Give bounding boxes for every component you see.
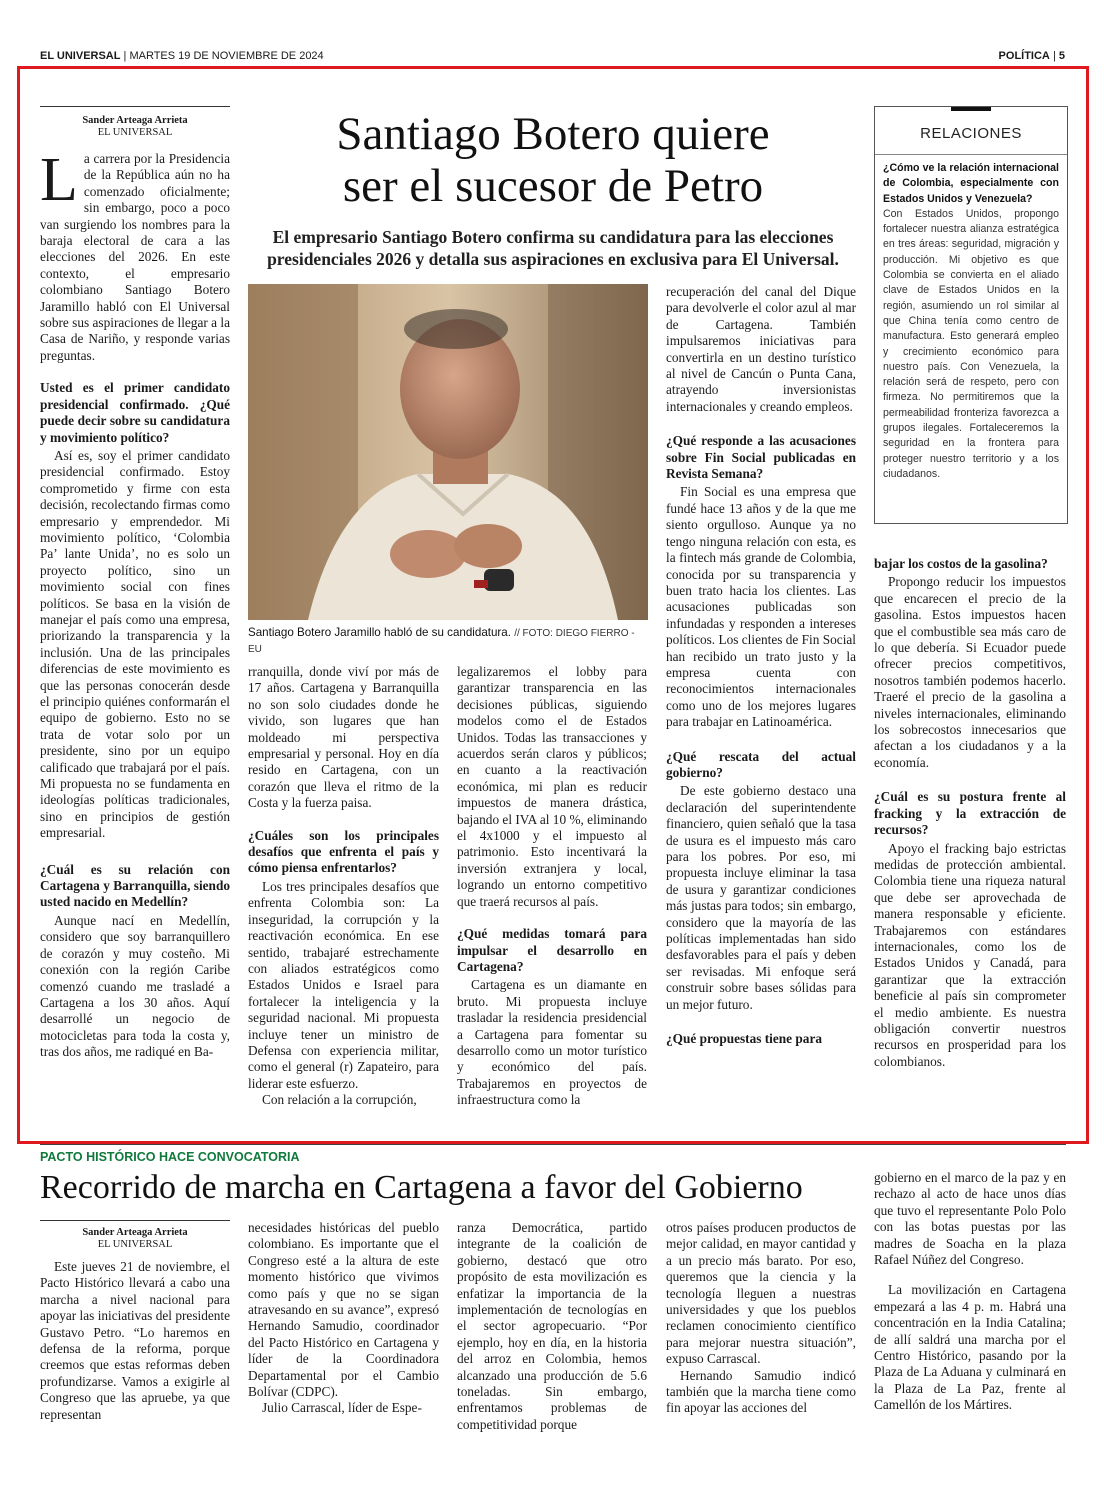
article2-text-5b: La movilización en Cartagena empezará a las 4 p. m. Habrá una concentración en la India Catalina; de allí saldrá una marcha por el Centro Histórico, pasando por la Plaza de La Aduana y culminará en la Plaza de La Paz, frente al Camellón de los Mártires.: [874, 1282, 1066, 1413]
answer-2b: rranquilla, donde viví por más de 17 años. Cartagena y Barranquilla no son solo ciudades donde he vivido, son lugares que han moldeado mi perspectiva empresarial y personal. Hoy en día resido en Cartagena, con un corazón que lleva el ritmo de la Costa y la fuerza paisa.: [248, 664, 439, 811]
answer-4a: Cartagena es un diamante en bruto. Mi propuesta incluye trasladar la residencia presidencial a Cartagena para fomentar su desarrollo como un motor turístico y económico del país. Trabajaremos en proyectos de infraestructura como la: [457, 977, 647, 1108]
article2-text-4b: Hernando Samudio indicó también que la marcha tiene como fin apoyar las acciones del: [666, 1367, 856, 1416]
article2-byline-org: EL UNIVERSAL: [97, 1239, 173, 1250]
article-column-2: [248, 664, 439, 1120]
section-name: POLÍTICA: [998, 50, 1050, 62]
page-header: EL UNIVERSAL | MARTES 19 DE NOVIEMBRE DE 2024 POLÍTICA | 5: [40, 50, 1065, 62]
article2-column-3: [457, 1220, 647, 1432]
article2-byline-name: Sander Arteaga Arrieta: [82, 1227, 188, 1238]
sidebar-title: RELACIONES: [920, 125, 1022, 142]
photo-caption: [248, 626, 648, 657]
byline-name: Sander Arteaga Arrieta: [82, 115, 188, 126]
question-2: ¿Cuál es su relación con Cartagena y Barranquilla, siendo usted nacido en Medellín?: [40, 861, 230, 910]
article-column-3: [457, 664, 647, 1120]
answer-3c: legalizaremos el lobby para garantizar transparencia en las decisiones públicas, siguiendo modelos como el de Estados Unidos. Todas las transacciones y acuerdos serán claros y públicos; en cuanto a la reactivación económica, mi plan es reducir impuestos de manera drástica, bajando el IVA al 10 %, eliminando el 4x1000 y el impuesto al patrimonio. Esto incentivará la inversión extranjera y local, logrando un entorno competitivo que traerá recursos al país.: [457, 664, 647, 909]
article2-text-1: Este jueves 21 de noviembre, el Pacto Histórico llevará a cabo una marcha a nivel nacional para apoyar las iniciativas del presidente Gustavo Petro. “Lo haremos en defensa de la reforma, porque creemos que estas reformas deben profundizarse. Vamos a exigirle al Congreso que las apruebe, ya que representan: [40, 1259, 230, 1422]
question-5: ¿Qué responde a las acusaciones sobre Fin Social publicadas en Revista Semana?: [666, 433, 856, 482]
byline-org: EL UNIVERSAL: [97, 127, 173, 138]
sidebar-top-bar: [951, 107, 991, 111]
article2-text-5a: gobierno en el marco de la paz y en rechazo al acto de hace unos días que tuvo el representante Polo Polo con las botas puestas por las madres de Soacha en la plaza Rafael Núñez del Congreso.: [874, 1170, 1066, 1268]
masthead: EL UNIVERSAL: [40, 50, 121, 62]
question-1: Usted es el primer candidato presidencial confirmado. ¿Qué puede decir sobre su candidatura y movimiento político?: [40, 380, 230, 445]
answer-1: Así es, soy el primer candidato presidencial confirmado. Estoy comprometido y firme con esta decisión, recolectando firmas como empresario y emprendedor. Mi movimiento político, ‘Colombia Pa’ lante Unida’, no es solo un proyecto político, sino un movimiento social con fines políticos. Se basa en la visión de manejar el país como una empresa, priorizando la transparencia y la inclusión. Una de las principales diferencias de este movimiento es que las personas conocerán desde el principio quiénes conformarán el equipo de gobierno. Esto no se trata de votar solo por un presidente, sino por un equipo calificado que trabajará por el país. Mi propuesta no se fundamenta en ideologías políticas tradicionales, sino en principios de gestión empresarial.: [40, 447, 230, 841]
article2-column-1: [40, 1220, 230, 1420]
question-7b: bajar los costos de la gasolina?: [874, 556, 1048, 571]
article2-column-2: [248, 1220, 439, 1420]
article2-kicker: PACTO HISTÓRICO HACE CONVOCATORIA: [40, 1150, 300, 1164]
answer-7: Propongo reducir los impuestos que encarecen el precio de la gasolina. Estos impuestos hacen que el combustible sea más caro de lo que debería. Si Ecuador puede ofrecer precios competitivos, nosotros también podemos hacerlo. Traeré el precio de la gasolina a niveles internacionales, eliminando los sobrecostos innecesarios que afectan a los ciudadanos y a la economía.: [874, 574, 1066, 770]
answer-4b: recuperación del canal del Dique para devolverle el color azul al mar de Cartagena. También impulsaremos iniciativas para convertirla en un destino turístico al nivel de Cancún o Punta Cana, atrayendo inversionistas internacionales y creando empleos.: [666, 284, 856, 414]
answer-8: Apoyo el fracking bajo estrictas medidas de protección ambiental. Colombia tiene una riqueza natural que debe ser aprovechada de manera responsable y eficiente. Trabajaremos con estándares internacionales, como los de Estados Unidos y Canadá, para garantizar que la extracción beneficie al país sin comprometer el medio ambiente. Es nuestra obligación convertir nuestros recursos en prosperidad para los colombianos.: [874, 840, 1066, 1069]
candidate-photo: [248, 284, 648, 620]
article2-headline: Recorrido de marcha en Cartagena a favor del Gobierno: [40, 1169, 803, 1206]
answer-6: De este gobierno destaco una declaración del superintendente financiero, quien señaló que la tasa de usura es el impuesto más caro para los pobres. Por eso, mi propuesta incluye eliminar la tasa de usura y garantizar condiciones más justas para todos; sin embargo, considero que la mayoría de las políticas implementadas han sido desfavorables para el país y deben ser revisadas. Mi enfoque será construir sobre bases sólidas para un mejor futuro.: [666, 783, 856, 1012]
article2-text-4a: otros países producen productos de mejor calidad, en mayor cantidad y a un precio más barato. Por eso, queremos que la ciencia y la tecnología lleguen a nuestras universidades y que los pueblos reclamen conocimiento científico para mejorar nuestra situación”, expuso Carrascal.: [666, 1220, 856, 1367]
drop-cap: L: [40, 146, 78, 214]
article2-text-2b: Julio Carrascal, líder de Espe-: [262, 1400, 422, 1416]
page-number: 5: [1058, 50, 1065, 62]
question-3: ¿Cuáles son los principales desafíos que enfrenta el país y cómo piensa enfrentarlos?: [248, 827, 439, 876]
question-4: ¿Qué medidas tomará para impulsar el desarrollo en Cartagena?: [457, 926, 647, 974]
article2-text-2a: necesidades históricas del pueblo colombiano. Es importante que el Congreso esté a la altura de este momento histórico que vivimos como país y que no se sigan atravesando en su avance”, expresó Hernando Samudio, coordinador del Pacto Histórico en Cartagena y líder de la Coordinadora Departamental por el Cambio Bolívar (CDPC).: [248, 1220, 439, 1400]
answer-3b: Con relación a la corrupción,: [262, 1092, 417, 1108]
answer-5: Fin Social es una empresa que fundé hace 13 años y de la que me siento orgulloso. Aunque ya no tengo ninguna relación con esta, es la fintech más grande de Colombia, conocida por su transparencia y buen trato hacia los clientes. Las acusaciones publicadas son infundadas y responden a intereses políticos. Los clientes de Fin Social han recibido un trato justo y la empresa cuenta con reconocimientos internacionales como uno de los mejores lugares para trabajar en Latinoamérica.: [666, 484, 856, 730]
answer-3a: Los tres principales desafíos que enfrenta Colombia son: La inseguridad, la corrupción y la reactivación económica. En ese sentido, trabajaré estrechamente con aliados estratégicos como Estados Unidos e Israel para fortalecer la inteligencia y la seguridad nacional. Mi propuesta incluye tener un ministro de Defensa con experiencia militar, como el general (r) Zapateiro, para liderar este esfuerzo.: [248, 878, 439, 1091]
byline: [40, 115, 230, 139]
article2-text-3: ranza Democrática, partido integrante de la coalición de gobierno, destacó que otro propósito de esta movilización es enfatizar la importancia de la implementación de tecnologías en el sector agropecuario. “Por ejemplo, hoy en día, en la historia del arroz en Colombia, hemos alcanzado una producción de 5.6 toneladas. Sin embargo, enfrentamos problemas de competitividad porque: [457, 1220, 647, 1432]
photo-illustration: [248, 284, 648, 620]
intro-text: a carrera por la Presidencia de la República aún no ha comenzado oficialmente; sin embargo, poco a poco van surgiendo los nombres para la baraja electoral de cara a las elecciones del 2026. En este contexto, el empresario colombiano Santiago Botero Jaramillo habló con El Universal sobre sus aspiraciones de llegar a la Casa de Nariño, y responde varias preguntas.: [40, 151, 230, 363]
article2-column-5: [874, 1170, 1066, 1430]
article-column-1: [40, 106, 230, 1122]
headline-line-1: Santiago Botero quiere: [336, 108, 770, 160]
photo-credit: // FOTO: DIEGO FIERRO - EU: [248, 628, 635, 655]
sidebar-answer: Con Estados Unidos, propongo fortalecer nuestra alianza estratégica en tres áreas: seguridad, migración y producción. Mi objetivo es que Colombia se convierta en el aliado clave de Estados Unidos en la región, asumiendo un rol similar al que China tenía como centro de manufactura. Esto generará empleo y crecimiento económico para nuestro país. Con Venezuela, la relación será de respeto, pero con firmeza. No permitiremos que la permeabilidad fronteriza favorezca a grupos ilegales. Fortaleceremos la seguridad en la frontera para proteger nuestro territorio y a los ciudadanos.: [883, 207, 1059, 480]
sidebar-box: [874, 106, 1068, 524]
caption-text: Santiago Botero Jaramillo habló de su candidatura.: [248, 626, 511, 639]
header-date: MARTES 19 DE NOVIEMBRE DE 2024: [129, 50, 324, 62]
article-column-4: [666, 284, 856, 1120]
sidebar-question: ¿Cómo ve la relación internacional de Colombia, especialmente con Estados Unidos y Venezuela?: [883, 162, 1059, 205]
article2-byline: [40, 1227, 230, 1251]
question-6: ¿Qué rescata del actual gobierno?: [666, 748, 856, 780]
question-7a: ¿Qué propuestas tiene para: [666, 1031, 822, 1047]
headline: [246, 108, 860, 212]
article-column-5: [874, 556, 1066, 1122]
headline-line-2: ser el sucesor de Petro: [342, 160, 764, 212]
article2-top-rule: [40, 1144, 1066, 1145]
article2-column-4: [666, 1220, 856, 1420]
subheadline: El empresario Santiago Botero confirma su candidatura para las elecciones presidenciales 2026 y detalla sus aspiraciones en exclusiva para El Universal.: [267, 227, 839, 269]
answer-2a: Aunque nací en Medellín, considero que soy barranquillero de corazón y muy costeño. Mi conexión con la región Caribe comenzó cuando me trasladé a Cartagena a los 30 años. Aquí desarrollé un negocio de motocicletas para toda la costa y, tras dos años, me radiqué en Ba-: [40, 912, 230, 1060]
question-8: ¿Cuál es su postura frente al fracking y la extracción de recursos?: [874, 789, 1066, 838]
